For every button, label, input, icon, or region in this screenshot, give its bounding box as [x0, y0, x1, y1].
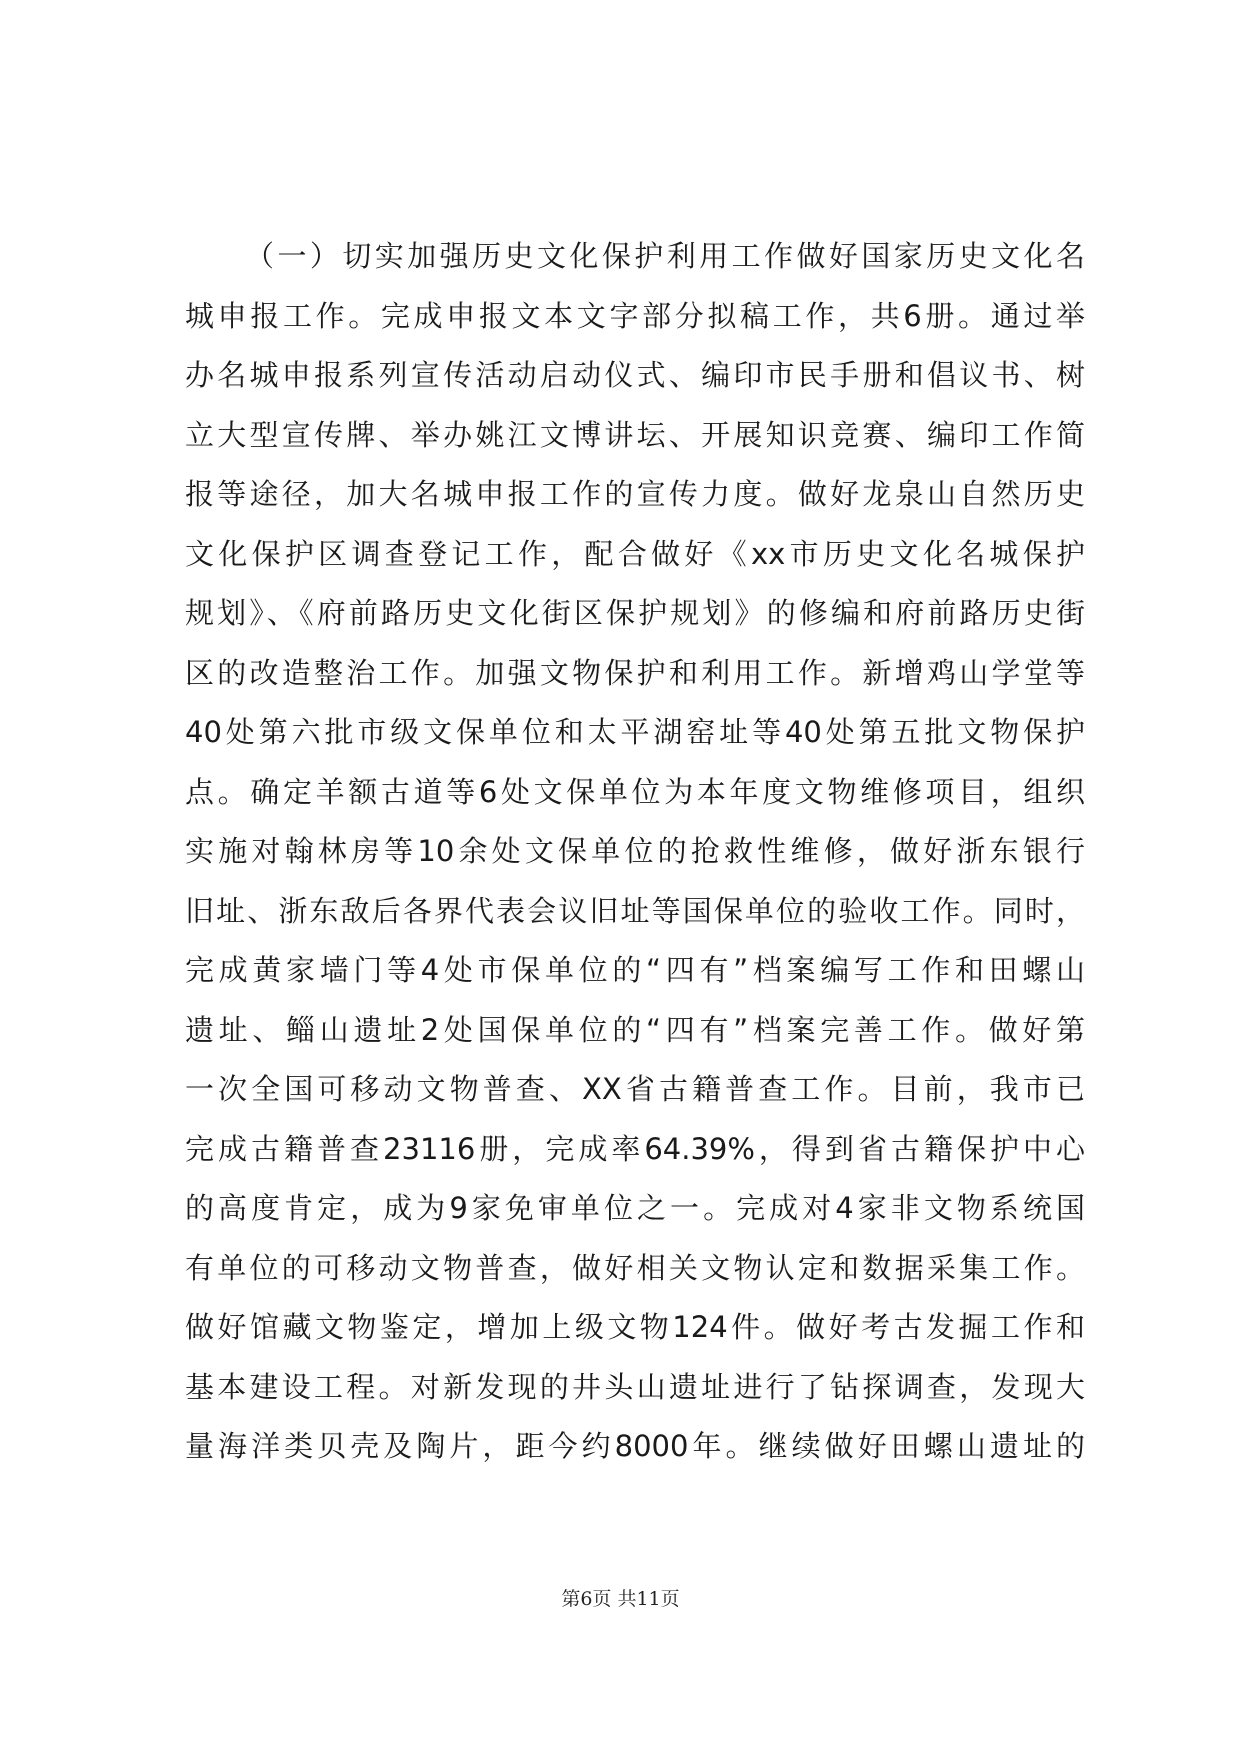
- text-line: 的高度肯定，成为9家免审单位之一。完成对4家非文物系统国: [185, 1191, 1085, 1225]
- text-line: 办名城申报系列宣传活动启动仪式、编印市民手册和倡议书、树: [185, 358, 1085, 392]
- body-paragraph: [185, 227, 1085, 1477]
- text-line: 完成古籍普查23116册，完成率64.39%，得到省古籍保护中心: [185, 1131, 1085, 1166]
- text-line: 区的改造整治工作。加强文物保护和利用工作。新增鸡山学堂等: [185, 655, 1085, 690]
- text-line: 40处第六批市级文保单位和太平湖窑址等40处第五批文物保护: [185, 715, 1085, 749]
- text-line: 基本建设工程。对新发现的井头山遗址进行了钻探调查，发现大: [185, 1369, 1085, 1404]
- text-line: （一）切实加强历史文化保护利用工作做好国家历史文化名: [245, 239, 1085, 273]
- page-number: 第6页 共11页: [561, 1588, 680, 1610]
- text-line: 立大型宣传牌、举办姚江文博讲坛、开展知识竞赛、编印工作简: [185, 417, 1085, 452]
- text-line: 实施对翰林房等10余处文保单位的抢救性维修，做好浙东银行: [185, 834, 1085, 868]
- text-line: 一次全国可移动文物普查、XX省古籍普查工作。目前，我市已: [185, 1072, 1085, 1106]
- text-line: 遗址、鲻山遗址2处国保单位的“四有”档案完善工作。做好第: [185, 1012, 1085, 1047]
- text-line: 做好馆藏文物鉴定，增加上级文物124件。做好考古发掘工作和: [185, 1310, 1085, 1344]
- text-line: 文化保护区调查登记工作，配合做好《xx市历史文化名城保护: [185, 536, 1085, 571]
- text-line: 点。确定羊额古道等6处文保单位为本年度文物维修项目，组织: [185, 774, 1085, 809]
- text-line: 报等途径，加大名城申报工作的宣传力度。做好龙泉山自然历史: [185, 477, 1085, 511]
- text-line: 完成黄家墙门等4处市保单位的“四有”档案编写工作和田螺山: [185, 953, 1085, 987]
- text-line: 旧址、浙东敌后各界代表会议旧址等国保单位的验收工作。同时，: [185, 893, 1085, 928]
- text-line: 有单位的可移动文物普查，做好相关文物认定和数据采集工作。: [185, 1250, 1085, 1285]
- text-line: 量海洋类贝壳及陶片，距今约8000年。继续做好田螺山遗址的: [185, 1429, 1085, 1463]
- text-line: 规划》、《府前路历史文化街区保护规划》的修编和府前路历史街: [185, 596, 1085, 630]
- text-line: 城申报工作。完成申报文本文字部分拟稿工作，共6册。通过举: [185, 298, 1085, 333]
